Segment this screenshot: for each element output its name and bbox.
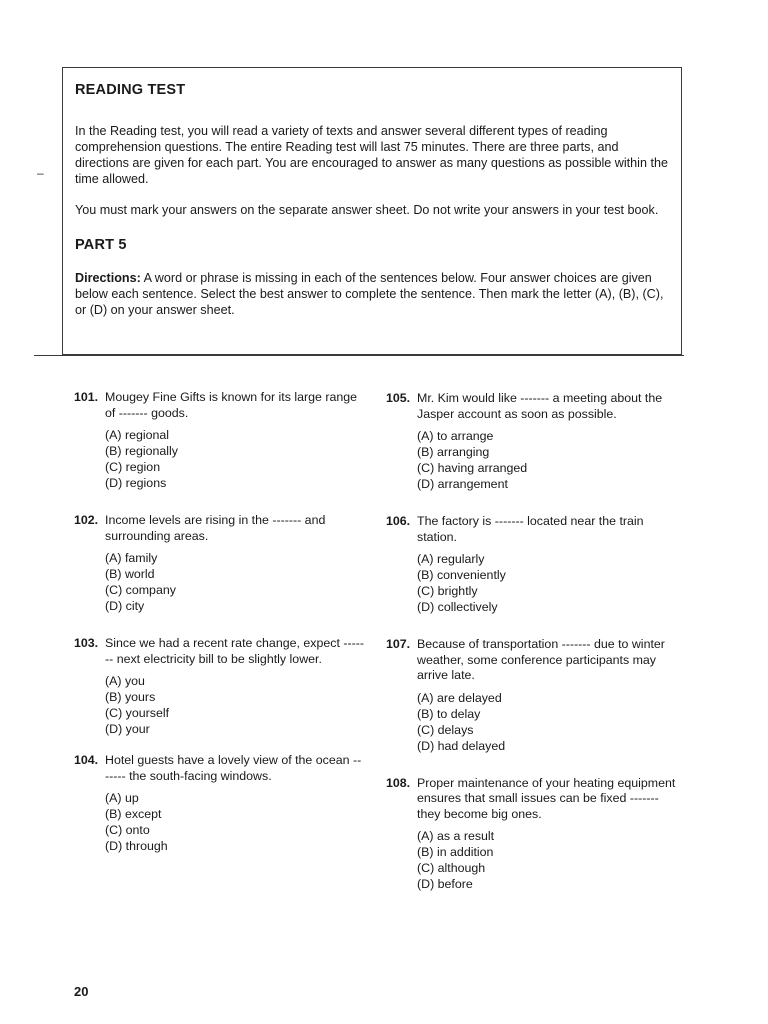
answer-option-c: (C) company xyxy=(105,583,176,597)
answer-option-c: (C) although xyxy=(417,861,486,875)
question-number: 108. xyxy=(386,775,411,790)
answer-option-a: (A) regularly xyxy=(417,552,485,566)
answer-option-d: (D) your xyxy=(105,722,150,736)
question-number: 101. xyxy=(74,390,99,404)
reading-test-title: READING TEST xyxy=(75,82,186,98)
question-number: 103. xyxy=(74,636,99,650)
question-stem: Proper maintenance of your heating equipment ensures that small issues can be fixed ------- they become big ones. xyxy=(417,775,676,821)
question-108 xyxy=(386,776,676,893)
answer-option-d: (D) city xyxy=(105,599,145,613)
page-number: 20 xyxy=(74,984,89,999)
answer-option-c: (C) onto xyxy=(105,823,150,837)
answer-option-a: (A) regional xyxy=(105,428,170,442)
question-104 xyxy=(74,753,364,854)
answer-option-c: (C) yourself xyxy=(105,706,170,720)
question-number: 102. xyxy=(74,513,99,527)
question-105 xyxy=(386,391,676,492)
question-number: 105. xyxy=(386,391,411,405)
question-102 xyxy=(74,513,364,614)
question-stem: Because of transportation ------- due to winter weather, some conference participants may arrive late. xyxy=(417,637,665,682)
answer-option-b: (B) arranging xyxy=(417,445,490,459)
intro-box-bottom-rule xyxy=(34,355,684,356)
answer-option-a: (A) as a result xyxy=(417,829,495,843)
answer-option-d: (D) before xyxy=(417,877,473,891)
question-number: 104. xyxy=(74,753,99,767)
question-stem: Mr. Kim would like ------- a meeting about the Jasper account as soon as possible. xyxy=(417,391,663,421)
answer-option-c: (C) having arranged xyxy=(417,461,528,475)
reading-test-intro-box xyxy=(62,67,682,355)
question-stem: The factory is ------- located near the train station. xyxy=(417,514,644,544)
directions-label: Directions: xyxy=(75,271,141,285)
answer-option-a: (A) you xyxy=(105,674,145,688)
answer-option-b: (B) regionally xyxy=(105,444,178,458)
question-stem: Mougey Fine Gifts is known for its large range of ------- goods. xyxy=(105,390,358,420)
question-107 xyxy=(386,637,676,754)
answer-option-c: (C) brightly xyxy=(417,584,478,598)
answer-option-a: (A) are delayed xyxy=(417,690,502,705)
question-103 xyxy=(74,636,364,737)
answer-option-d: (D) had delayed xyxy=(417,738,506,753)
answer-option-a: (A) family xyxy=(105,551,158,565)
answer-option-c: (C) delays xyxy=(417,722,474,737)
answer-option-b: (B) in addition xyxy=(417,845,494,859)
questions-left-column xyxy=(74,390,364,854)
answer-option-d: (D) regions xyxy=(105,476,167,490)
stray-pen-mark-icon: – xyxy=(37,166,44,180)
directions-paragraph xyxy=(75,270,669,318)
questions-right-column xyxy=(386,390,676,892)
answer-option-b: (B) world xyxy=(105,567,155,581)
answer-option-b: (B) yours xyxy=(105,690,156,704)
answer-option-a: (A) up xyxy=(105,791,139,805)
answer-option-d: (D) arrangement xyxy=(417,477,508,491)
intro-paragraph-1: In the Reading test, you will read a variety of texts and answer several different types of reading comprehension questions. The entire Reading test will last 75 minutes. There are three parts, and directions are given for each part. You are encouraged to answer as many questions as possible within the time allowed. xyxy=(75,124,668,186)
answer-option-b: (B) except xyxy=(105,807,162,821)
question-stem: Hotel guests have a lovely view of the ocean ------- the south-facing windows. xyxy=(105,753,362,783)
question-106 xyxy=(386,514,676,615)
question-stem: Since we had a recent rate change, expect ------- next electricity bill to be slightly lower. xyxy=(105,636,364,666)
answer-option-b: (B) conveniently xyxy=(417,568,506,582)
question-stem: Income levels are rising in the ------- and surrounding areas. xyxy=(105,513,326,543)
answer-option-d: (D) through xyxy=(105,839,168,853)
directions-text: A word or phrase is missing in each of the sentences below. Four answer choices are given below each sentence. Select the best answer to complete the sentence. Then mark the letter (A), (B), (C), or (D) on your answer sheet. xyxy=(75,271,664,317)
question-number: 106. xyxy=(386,514,411,528)
answer-option-b: (B) to delay xyxy=(417,706,481,721)
question-number: 107. xyxy=(386,637,411,651)
intro-paragraph-2: You must mark your answers on the separate answer sheet. Do not write your answers in your test book. xyxy=(75,203,659,217)
answer-option-a: (A) to arrange xyxy=(417,429,494,443)
answer-option-c: (C) region xyxy=(105,460,161,474)
question-101 xyxy=(74,390,364,491)
part-title: PART 5 xyxy=(75,237,127,253)
answer-option-d: (D) collectively xyxy=(417,600,498,614)
